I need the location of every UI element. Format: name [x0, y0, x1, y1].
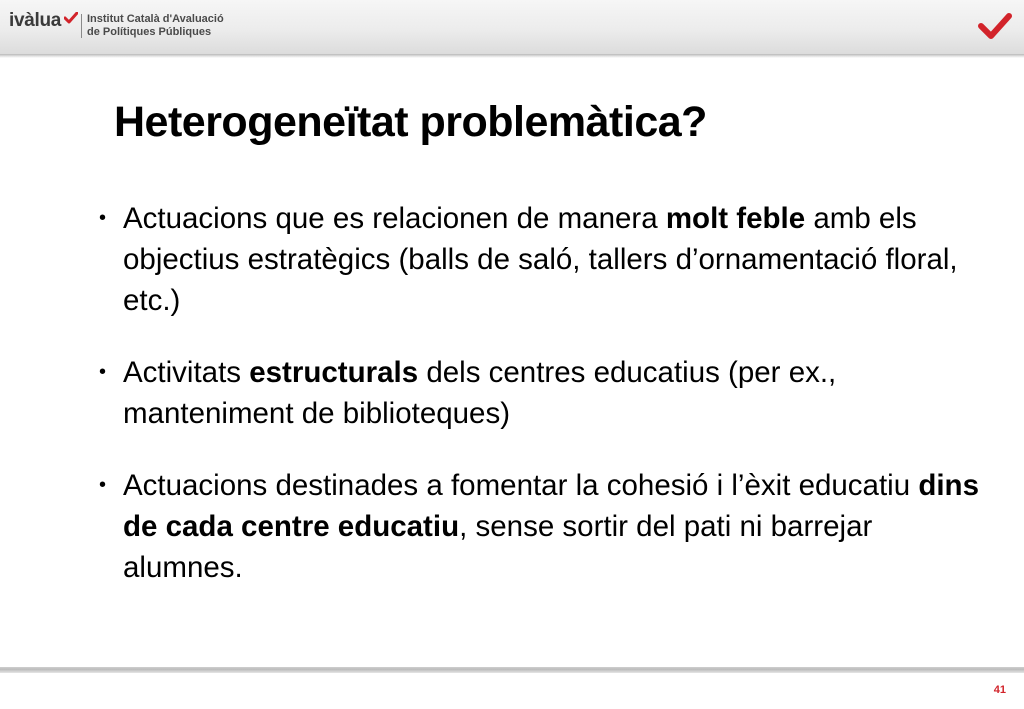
bullet-list — [99, 198, 979, 619]
bullet-marker: • — [99, 207, 107, 229]
bullet-text: , sense sortir del pati ni barrejar alumnes. — [123, 510, 873, 584]
bullet-text: dels centres educatius (per ex., manteniment de biblioteques) — [123, 356, 837, 430]
header-divider — [0, 54, 1024, 58]
checkmark-icon — [978, 12, 1012, 40]
bullet-item — [99, 198, 979, 321]
bullet-item — [99, 352, 979, 434]
checkmark-icon — [64, 12, 78, 24]
bullet-item — [99, 465, 979, 588]
bullet-emphasis: estructurals — [249, 356, 419, 389]
bullet-marker: • — [99, 474, 107, 496]
organization-name — [87, 13, 224, 39]
logo-divider — [81, 14, 82, 38]
logo-wordmark: ivàlua — [9, 10, 62, 31]
bullet-emphasis: molt feble — [665, 202, 806, 235]
organization-name-line1: Institut Català d'Avaluació — [87, 13, 224, 25]
bullet-text: Actuacions que es relacionen de manera — [123, 202, 666, 235]
bullet-text: Activitats — [123, 356, 250, 389]
footer-divider — [0, 667, 1024, 673]
bullet-text: amb els objectius estratègics (balls de saló, tallers d’ornamentació floral, etc.) — [123, 202, 958, 317]
bullet-text: Actuacions destinades a fomentar la cohesió i l’èxit educatiu — [123, 469, 919, 502]
bullet-marker: • — [99, 361, 107, 383]
page-number: 41 — [993, 684, 1006, 696]
bullet-emphasis: dins de cada centre educatiu — [123, 469, 979, 543]
slide-title: Heterogeneïtat problemàtica? — [114, 98, 707, 146]
organization-name-line2: de Polítiques Públiques — [87, 26, 212, 38]
